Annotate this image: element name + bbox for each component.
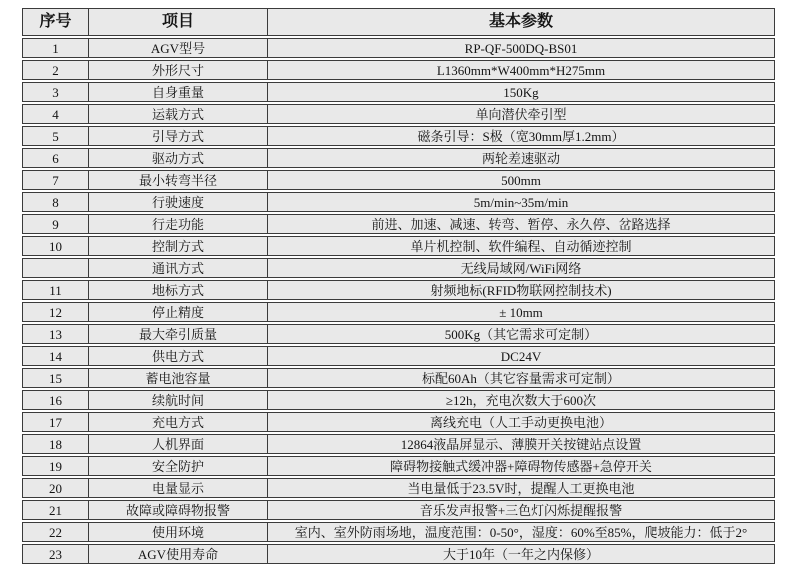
table-row bbox=[22, 170, 775, 190]
table-row bbox=[22, 258, 775, 278]
table-row bbox=[22, 236, 775, 256]
table-row bbox=[22, 280, 775, 300]
table-row bbox=[22, 104, 775, 124]
row-number: 16 bbox=[23, 391, 89, 409]
row-value: 离线充电（人工手动更换电池） bbox=[429, 414, 612, 430]
row-item: 运载方式 bbox=[89, 105, 268, 123]
row-number: 5 bbox=[23, 127, 89, 145]
row-item: 驱动方式 bbox=[89, 149, 268, 167]
row-number: 6 bbox=[23, 149, 89, 167]
row-value: 前进、加速、减速、转弯、暂停、永久停、岔路选择 bbox=[371, 216, 671, 232]
header-seq-number: 序号 bbox=[23, 9, 89, 35]
row-item: 供电方式 bbox=[89, 347, 268, 365]
row-item: 自身重量 bbox=[89, 83, 268, 101]
row-item: 停止精度 bbox=[89, 303, 268, 321]
row-value: DC24V bbox=[500, 348, 542, 364]
row-number: 4 bbox=[23, 105, 89, 123]
row-value: L1360mm*W400mm*H275mm bbox=[436, 62, 606, 78]
row-number: 10 bbox=[23, 237, 89, 255]
row-number: 14 bbox=[23, 347, 89, 365]
row-item: 蓄电池容量 bbox=[89, 369, 268, 387]
row-number bbox=[23, 259, 89, 277]
table-row bbox=[22, 346, 775, 366]
header-basic-parameter: 基本参数 bbox=[488, 13, 553, 30]
header-item: 项目 bbox=[89, 9, 268, 35]
row-value: RP-QF-500DQ-BS01 bbox=[464, 40, 578, 56]
table-row bbox=[22, 368, 775, 388]
row-value: 两轮差速驱动 bbox=[481, 150, 560, 166]
row-item: 故障或障碍物报警 bbox=[89, 501, 268, 519]
table-row bbox=[22, 500, 775, 520]
row-value: 音乐发声报警+三色灯闪烁提醒报警 bbox=[419, 502, 623, 518]
row-value: 大于10年（一年之内保修） bbox=[442, 546, 599, 562]
row-number: 23 bbox=[23, 545, 89, 563]
row-item: 使用环境 bbox=[89, 523, 268, 541]
row-item: 电量显示 bbox=[89, 479, 268, 497]
table-row bbox=[22, 434, 775, 454]
row-value: 5m/min~35m/min bbox=[473, 194, 569, 210]
table-row bbox=[22, 544, 775, 564]
row-number: 21 bbox=[23, 501, 89, 519]
row-value: ± 10mm bbox=[499, 304, 543, 320]
row-value: 单片机控制、软件编程、自动循迹控制 bbox=[410, 238, 632, 254]
row-item: 充电方式 bbox=[89, 413, 268, 431]
row-number: 15 bbox=[23, 369, 89, 387]
row-number: 11 bbox=[23, 281, 89, 299]
row-number: 1 bbox=[23, 39, 89, 57]
row-number: 3 bbox=[23, 83, 89, 101]
row-value: 障碍物接触式缓冲器+障碍物传感器+急停开关 bbox=[390, 458, 652, 474]
row-item: AGV型号 bbox=[89, 39, 268, 57]
row-number: 22 bbox=[23, 523, 89, 541]
row-item: 安全防护 bbox=[89, 457, 268, 475]
row-number: 18 bbox=[23, 435, 89, 453]
row-value: 当电量低于23.5V时，提醒人工更换电池 bbox=[407, 480, 635, 496]
table-row bbox=[22, 324, 775, 344]
row-number: 19 bbox=[23, 457, 89, 475]
row-value: 500mm bbox=[501, 172, 541, 188]
row-item: 人机界面 bbox=[89, 435, 268, 453]
row-item: 最小转弯半径 bbox=[89, 171, 268, 189]
table-row bbox=[22, 38, 775, 58]
table-row bbox=[22, 456, 775, 476]
row-item: 地标方式 bbox=[89, 281, 268, 299]
row-item: 控制方式 bbox=[89, 237, 268, 255]
table-row bbox=[22, 522, 775, 542]
row-item: 外形尺寸 bbox=[89, 61, 268, 79]
table-row bbox=[22, 412, 775, 432]
table-row bbox=[22, 390, 775, 410]
row-number: 20 bbox=[23, 479, 89, 497]
row-value: ≥12h，充电次数大于600次 bbox=[445, 392, 597, 408]
row-value: 12864液晶屏显示、薄膜开关按键站点设置 bbox=[400, 436, 642, 452]
spec-table bbox=[22, 8, 775, 566]
row-item: 通讯方式 bbox=[89, 259, 268, 277]
row-item: 行驶速度 bbox=[89, 193, 268, 211]
table-row bbox=[22, 478, 775, 498]
row-number: 2 bbox=[23, 61, 89, 79]
row-value: 单向潜伏牵引型 bbox=[475, 106, 567, 122]
row-item: 行走功能 bbox=[89, 215, 268, 233]
row-value: 无线局域网/WiFi网络 bbox=[460, 260, 582, 276]
row-number: 7 bbox=[23, 171, 89, 189]
row-number: 8 bbox=[23, 193, 89, 211]
row-number: 12 bbox=[23, 303, 89, 321]
row-value: 150Kg bbox=[503, 84, 539, 100]
table-row bbox=[22, 192, 775, 212]
row-value: 室内、室外防雨场地，温度范围：0-50°，湿度：60%至85%，爬坡能力：低于2° bbox=[294, 524, 748, 540]
row-value: 500Kg（其它需求可定制） bbox=[444, 326, 598, 342]
table-row bbox=[22, 60, 775, 80]
table-row bbox=[22, 214, 775, 234]
row-item: 最大牵引质量 bbox=[89, 325, 268, 343]
row-item: AGV使用寿命 bbox=[89, 545, 268, 563]
table-row bbox=[22, 126, 775, 146]
table-row bbox=[22, 302, 775, 322]
row-number: 17 bbox=[23, 413, 89, 431]
row-value: 标配60Ah（其它容量需求可定制） bbox=[422, 370, 620, 386]
row-item: 续航时间 bbox=[89, 391, 268, 409]
table-row bbox=[22, 148, 775, 168]
table-header-row bbox=[22, 8, 775, 36]
row-number: 9 bbox=[23, 215, 89, 233]
table-row bbox=[22, 82, 775, 102]
row-item: 引导方式 bbox=[89, 127, 268, 145]
row-number: 13 bbox=[23, 325, 89, 343]
row-value: 射频地标(RFID物联网控制技术) bbox=[430, 282, 612, 298]
row-value: 磁条引导：S极（宽30mm厚1.2mm） bbox=[417, 128, 625, 144]
